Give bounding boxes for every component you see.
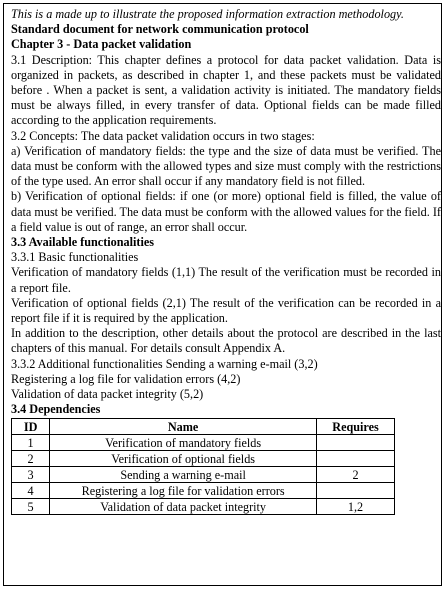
cell-requires: 2 — [317, 467, 395, 483]
additional-details: In addition to the description, other details about the protocol are described in the last chapters of this manual. For details consult Appendix A. — [11, 326, 441, 356]
section-3-2-a: a) Verification of mandatory fields: the type and the size of data must be verified. The data must be conform with the allowed types and size must comply with the restrictions of the type used. An error shall occur if any mandatory field is not filled. — [11, 143, 441, 189]
column-header-name: Name — [50, 419, 317, 435]
table-row — [12, 467, 395, 483]
section-3-4-title: 3.4 Dependencies — [11, 402, 101, 417]
cell-name: Verification of mandatory fields — [50, 435, 317, 451]
section-3-2: 3.2 Concepts: The data packet validation occurs in two stages: — [11, 128, 315, 143]
section-3-1: 3.1 Description: This chapter defines a protocol for data packet validation. Data is organized in packets, as described in chapter 1, and these packets must be validated before . When a packet is sent, a validation activity is initiated. The mandatory fields must be always filled, in every transfer of data. Optional fields can be made filled according to the application requirements. — [11, 52, 441, 128]
cell-id: 2 — [12, 451, 50, 467]
cell-requires: 1,2 — [317, 499, 395, 515]
intro-note: This is a made up to illustrate the proposed information extraction methodology. — [11, 7, 404, 21]
functionality-2: Verification of optional fields (2,1) The result of the verification can be recorded in a report file if it is required by the application. — [11, 295, 441, 326]
cell-name: Sending a warning e-mail — [50, 467, 317, 483]
section-3-2-b: b) Verification of optional fields: if one (or more) optional field is filled, the value of data must be verified. The data must be conform with the allowed values for the field. If a field value is out of range, an error shall occur. — [11, 189, 441, 234]
document-body — [11, 7, 441, 515]
section-3-3-2: 3.3.2 Additional functionalities Sending a warning e-mail (3,2) — [11, 356, 318, 371]
section-3-3-1: 3.3.1 Basic functionalities — [11, 250, 139, 265]
functionality-1: Verification of mandatory fields (1,1) The result of the verification must be recorded in a report file. — [11, 265, 441, 295]
cell-requires — [317, 435, 395, 451]
column-header-requires: Requires — [317, 419, 395, 435]
table-header-row — [12, 419, 395, 435]
chapter-title: Chapter 3 - Data packet validation — [11, 37, 192, 52]
functionality-4: Registering a log file for validation errors (4,2) — [11, 371, 241, 386]
cell-name: Validation of data packet integrity — [50, 499, 317, 515]
cell-requires — [317, 483, 395, 499]
document-title: Standard document for network communication protocol — [11, 22, 309, 37]
cell-id: 5 — [12, 499, 50, 515]
table-row — [12, 435, 395, 451]
functionality-5: Validation of data packet integrity (5,2) — [11, 387, 204, 402]
table-row — [12, 499, 395, 515]
cell-name: Verification of optional fields — [50, 451, 317, 467]
cell-requires — [317, 451, 395, 467]
table-row — [12, 483, 395, 499]
dependencies-table — [11, 418, 395, 515]
cell-id: 3 — [12, 467, 50, 483]
column-header-id: ID — [12, 419, 50, 435]
cell-id: 4 — [12, 483, 50, 499]
table-row — [12, 451, 395, 467]
section-3-3-title: 3.3 Available functionalities — [11, 235, 154, 250]
cell-id: 1 — [12, 435, 50, 451]
cell-name: Registering a log file for validation errors — [50, 483, 317, 499]
